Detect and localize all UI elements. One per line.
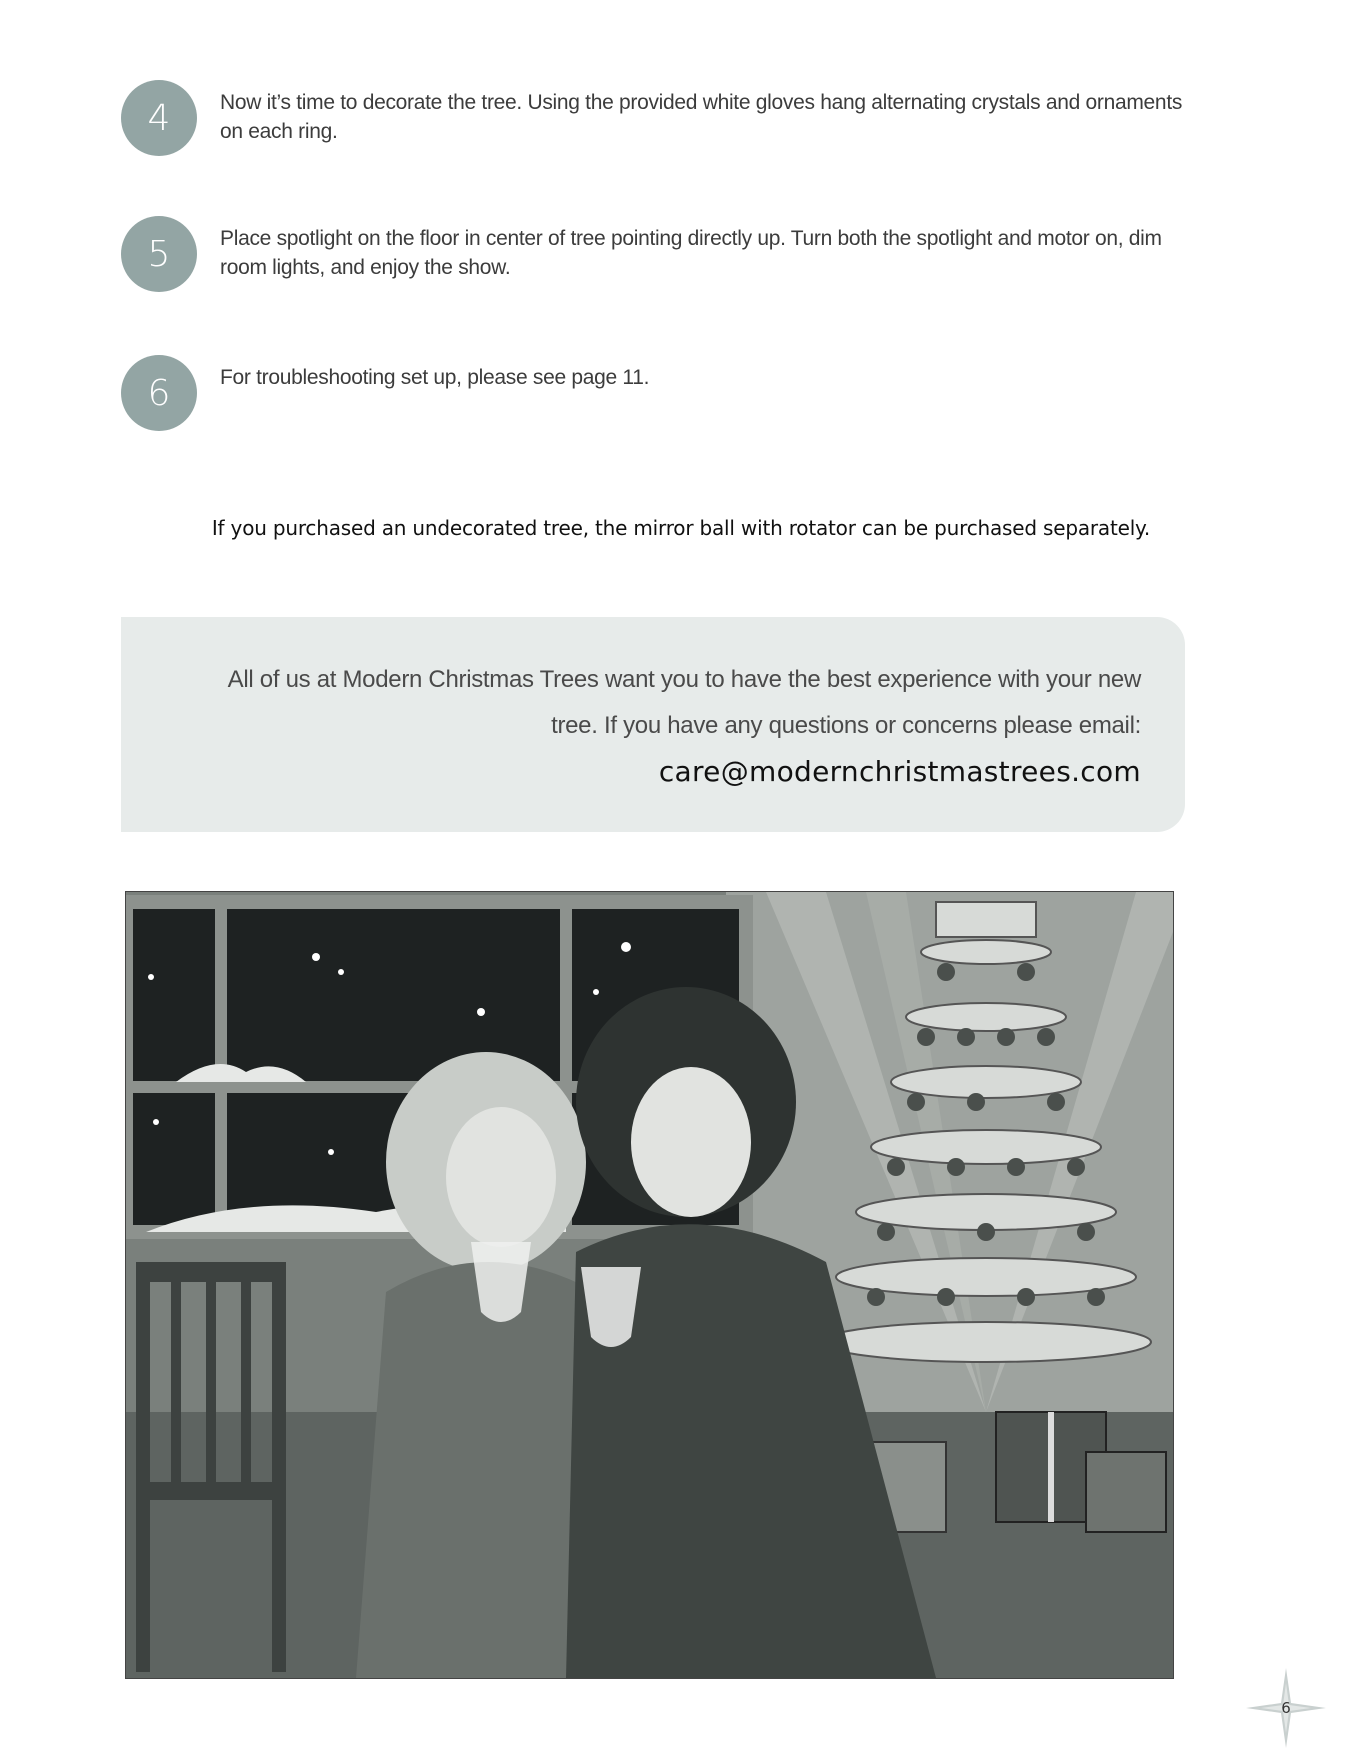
page-number: 6 (1281, 1699, 1291, 1717)
contact-email[interactable]: care@modernchristmastrees.com (658, 755, 1141, 788)
illustration-graphic (126, 892, 1173, 1678)
contact-box (121, 617, 1185, 832)
contact-message (181, 657, 1141, 749)
step-text: Now it’s time to decorate the tree. Using the provided white gloves hang alternating crystals and ornaments on each ring. (220, 91, 1183, 143)
step-text: For troubleshooting set up, please see page 11. (220, 366, 650, 389)
step-number-badge: 4 (121, 80, 197, 156)
contact-message-line-2: tree. If you have any questions or concerns please email: (551, 712, 1141, 739)
page-number-star (1246, 1668, 1326, 1748)
contact-message-line-1: All of us at Modern Christmas Trees want you to have the best experience with your new (227, 666, 1141, 693)
party-illustration (125, 891, 1174, 1679)
step-number-badge: 5 (121, 216, 197, 292)
step-number-badge: 6 (121, 355, 197, 431)
step-text: Place spotlight on the floor in center of tree pointing directly up. Turn both the spotlight and motor on, dim room lights, and enjoy the show. (220, 227, 1162, 279)
purchase-note: If you purchased an undecorated tree, the mirror ball with rotator can be purchased separately. (211, 516, 1150, 540)
